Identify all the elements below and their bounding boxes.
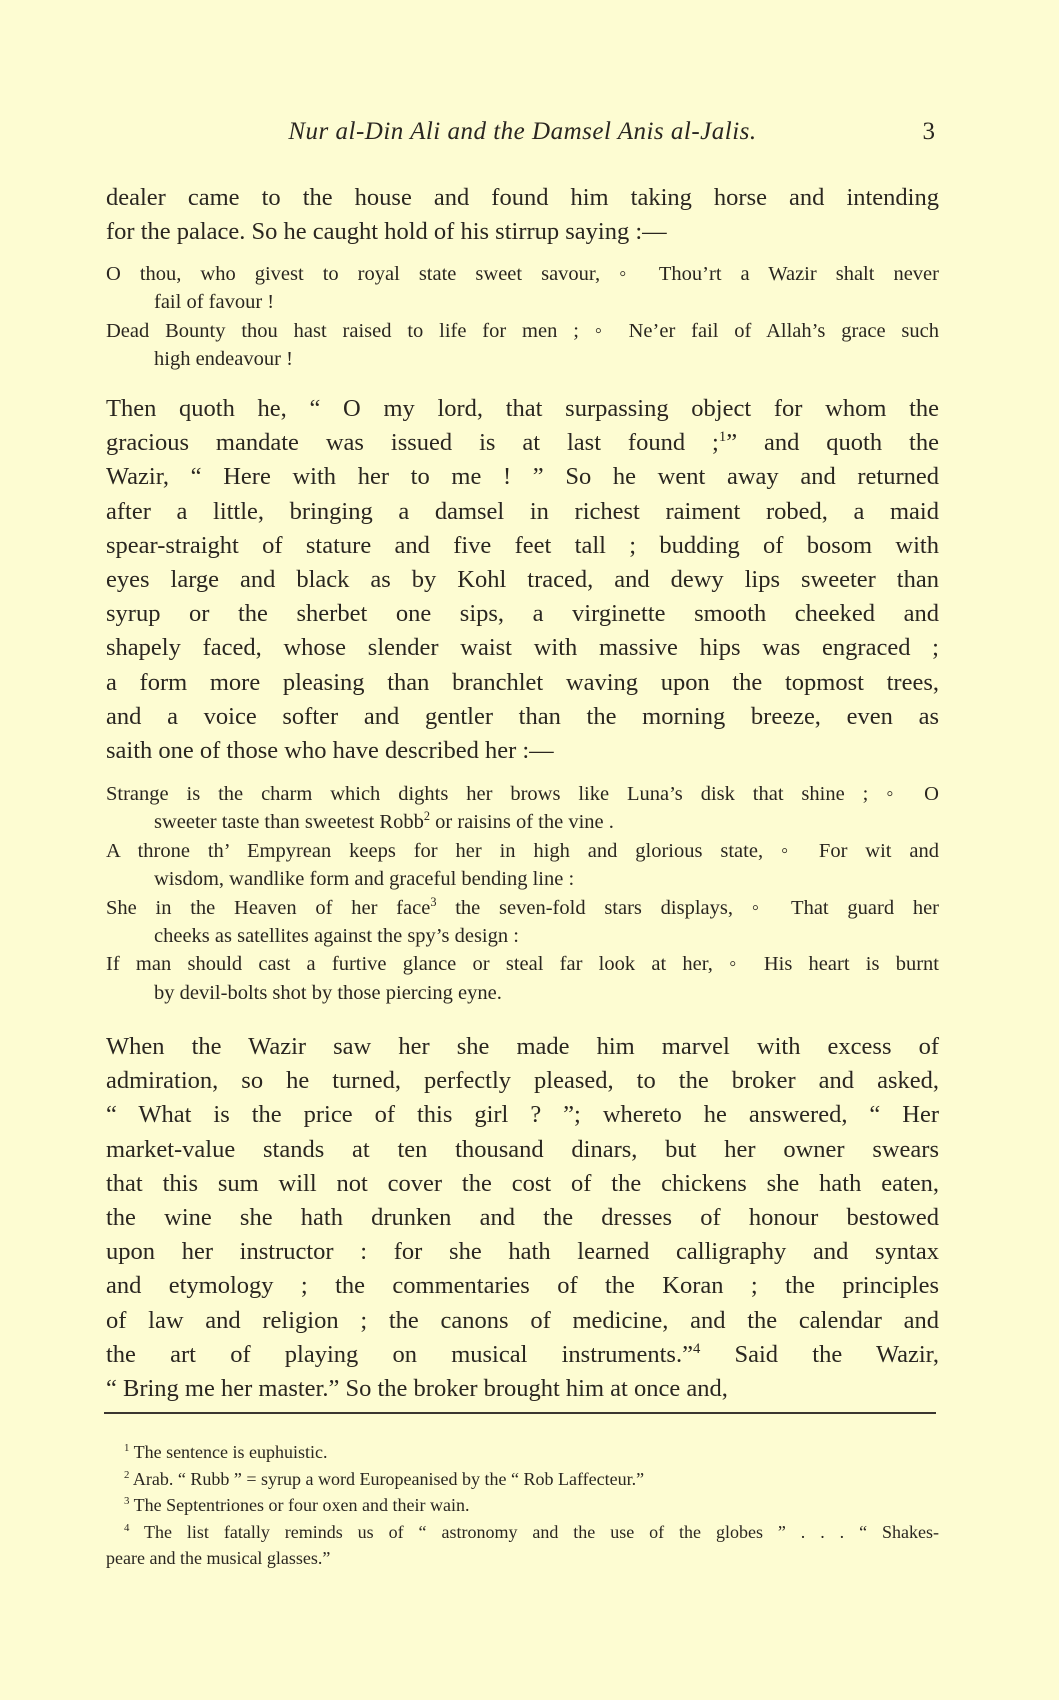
running-header xyxy=(106,118,939,152)
text-line: and a voice softer and gentler than the morning breeze, even as xyxy=(106,702,939,730)
footnote-marker: 3 xyxy=(124,1495,130,1507)
verse-line: wisdom, wandlike form and graceful bending line : xyxy=(154,868,575,891)
text-line: Wazir, “ Here with her to me ! ” So he went away and returned xyxy=(106,463,939,491)
verse-line: fail of favour ! xyxy=(154,291,275,314)
verse-line: sweeter taste than sweetest Robb$^2$ or raisins of the vine . xyxy=(154,809,614,834)
paragraph-1 xyxy=(106,181,939,249)
verse-line: high endeavour ! xyxy=(154,348,293,371)
paragraph-2 xyxy=(106,392,939,768)
footnote-divider xyxy=(104,1412,936,1414)
verse-line: Dead Bounty thou hast raised to life for men ; ◦ Ne’er fail of Allah’s grace such xyxy=(106,319,939,342)
footnote-line: $^3$ The Septentriones or four oxen and their wain. xyxy=(124,1495,470,1515)
footnote-marker: 4 xyxy=(124,1521,130,1534)
text-line: and etymology ; the commentaries of the Koran ; the principles xyxy=(106,1272,939,1300)
text-line: a form more pleasing than branchlet waving upon the topmost trees, xyxy=(106,668,939,696)
text-line: the art of playing on musical instruments.”$^4$ Said the Wazir, xyxy=(106,1340,939,1368)
text-line: gracious mandate was issued is at last found ;$^1$” and quoth the xyxy=(106,429,939,457)
footnotes xyxy=(106,1439,939,1572)
text-line: spear-straight of stature and five feet tall ; budding of bosom with xyxy=(106,531,939,559)
footnote-line: $^1$ The sentence is euphuistic. xyxy=(124,1442,328,1462)
verse-line: She in the Heaven of her face$^3$ the seven-fold stars displays, ◦ That guard her xyxy=(106,894,940,919)
text-line: “ Bring me her master.” So the broker brought him at once and, xyxy=(106,1374,728,1402)
text-line: admiration, so he turned, perfectly pleased, to the broker and asked, xyxy=(106,1067,939,1095)
text-line: shapely faced, whose slender waist with massive hips was engraced ; xyxy=(106,634,939,662)
text-line: syrup or the sherbet one sips, a virginette smooth cheeked and xyxy=(106,600,939,628)
footnote-marker: 1 xyxy=(718,429,727,446)
text-line: Then quoth he, “ O my lord, that surpassing object for whom the xyxy=(106,395,939,422)
paragraph-3 xyxy=(106,1030,939,1406)
footnote-marker: 2 xyxy=(423,809,430,824)
footnote-marker: 3 xyxy=(430,894,437,909)
text-line: market-value stands at ten thousand dinars, but her owner swears xyxy=(106,1135,939,1163)
footnote-marker: 4 xyxy=(692,1340,701,1357)
footnote-marker: 1 xyxy=(124,1442,130,1454)
text-line: of law and religion ; the canons of medicine, and the calendar and xyxy=(106,1306,939,1334)
footnote-line: peare and the musical glasses.” xyxy=(106,1548,331,1568)
text-line: after a little, bringing a damsel in richest raiment robed, a maid xyxy=(106,497,939,525)
running-title: Nur al-Din Ali and the Damsel Anis al-Jalis. xyxy=(288,118,757,145)
text-line: dealer came to the house and found him taking horse and intending xyxy=(106,184,939,211)
verse-line: O thou, who givest to royal state sweet savour, ◦ Thou’rt a Wazir shalt never xyxy=(106,263,939,285)
text-line: the wine she hath drunken and the dresses of honour bestowed xyxy=(106,1203,939,1231)
verse-1 xyxy=(106,260,939,374)
page-number: 3 xyxy=(922,118,935,145)
text-line: upon her instructor : for she hath learned calligraphy and syntax xyxy=(106,1238,939,1266)
verse-line: by devil-bolts shot by those piercing eyne. xyxy=(154,981,502,1004)
verse-line: Strange is the charm which dights her brows like Luna’s disk that shine ; ◦ O xyxy=(106,783,939,805)
verse-2 xyxy=(106,780,939,1007)
footnote-line: $^2$ Arab. “ Rubb ” = syrup a word Europeanised by the “ Rob Laffecteur.” xyxy=(124,1468,645,1489)
text-line: saith one of those who have described her :— xyxy=(106,736,554,764)
footnote-marker: 2 xyxy=(124,1468,130,1481)
text-line: that this sum will not cover the cost of the chickens she hath eaten, xyxy=(106,1169,939,1197)
footnote-line: $^4$ The list fatally reminds us of “ astronomy and the use of the globes ” . . . “ Shakes- xyxy=(124,1521,939,1542)
verse-line: If man should cast a furtive glance or steal far look at her, ◦ His heart is burnt xyxy=(106,953,939,976)
verse-line: cheeks as satellites against the spy’s design : xyxy=(154,924,519,947)
text-line: for the palace. So he caught hold of his stirrup saying :— xyxy=(106,218,667,246)
text-line: When the Wazir saw her she made him marvel with excess of xyxy=(106,1033,939,1060)
text-line: “ What is the price of this girl ? ”; whereto he answered, “ Her xyxy=(106,1101,939,1129)
text-line: eyes large and black as by Kohl traced, and dewy lips sweeter than xyxy=(106,565,939,593)
verse-line: A throne th’ Empyrean keeps for her in high and glorious state, ◦ For wit and xyxy=(106,839,939,862)
